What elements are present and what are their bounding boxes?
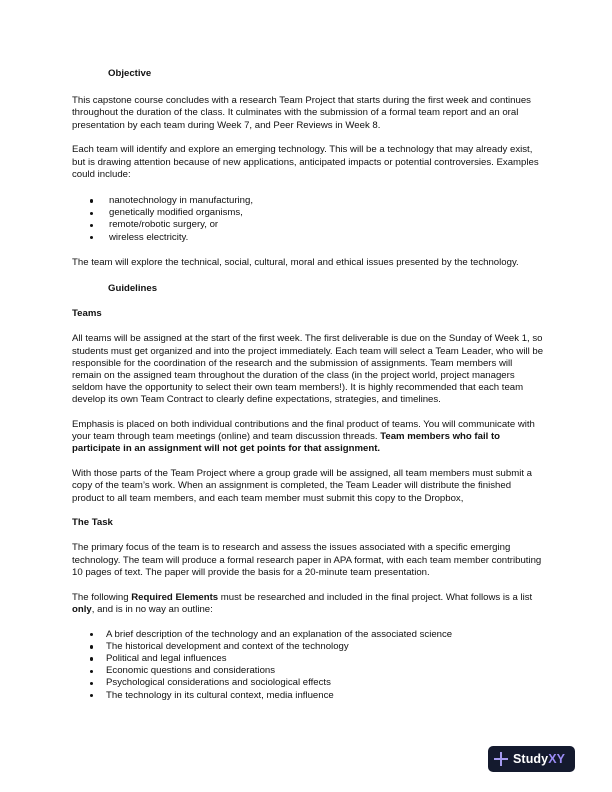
required-elements-bold: Required Elements	[131, 591, 219, 603]
teams-heading: Teams	[72, 308, 102, 320]
guidelines-heading: Guidelines	[108, 282, 158, 294]
technology-paragraph: Each team will identify and explore an emerging technology. This will be a technology that may already exist, but is drawing attention because of new applications, anticipated impacts or potential controversies. Examples could include:	[72, 144, 539, 180]
objective-heading: Objective	[108, 68, 152, 79]
examples-list	[72, 195, 544, 244]
required-text-2: must be researched and included in the final project. What follows is a list	[218, 591, 533, 603]
list-item: The technology in its cultural context, media influence	[87, 690, 544, 702]
required-text-1: The following	[72, 591, 132, 603]
document-page	[72, 68, 544, 702]
studyxy-watermark[interactable]	[488, 746, 575, 772]
list-item: The historical development and context of the technology	[87, 641, 544, 653]
explore-paragraph: The team will explore the technical, social, cultural, moral and ethical issues presented by the technology.	[72, 256, 519, 268]
teams-paragraph: All teams will be assigned at the start of the first week. The first deliverable is due on the Sunday of Week 1, so students must get organized and into the project immediately. Each team will select a Team Leader, who will be responsible for the coordination of the research and the submission of assignments. Team members will remain on the assigned team throughout the duration of the class (in the project world, project managers seldom have the opportunity to select their own team members!). It is highly recommended that each team develop its own Team Contract to clearly define expectations, strategies, and timelines.	[72, 333, 544, 406]
list-item: nanotechnology in manufacturing,	[87, 195, 544, 207]
list-item: remote/robotic surgery, or	[87, 219, 544, 231]
required-text-3: , and is in no way an outline:	[91, 603, 213, 615]
emphasis-paragraph	[72, 419, 544, 456]
required-paragraph	[72, 592, 544, 616]
emphasis-bold: Team members who fail to participate in an assignment will not get points for that assignment.	[72, 431, 501, 455]
objective-paragraph: This capstone course concludes with a research Team Project that starts during the first week and continues throughout the duration of the class. It culminates with the submission of a formal team report and an oral presentation by each team during Week 7, and Peer Reviews in Week 8.	[72, 95, 531, 131]
only-bold: only	[72, 603, 92, 615]
list-item: wireless electricity.	[87, 232, 544, 244]
required-elements-list	[72, 629, 544, 702]
emphasis-text: Emphasis is placed on both individual contributions and the final product of teams. You will communicate with your team through team meetings (online) and team discussion threads.	[72, 419, 535, 443]
list-item: Political and legal influences	[87, 653, 544, 665]
list-item: Psychological considerations and sociological effects	[87, 677, 544, 689]
list-item: A brief description of the technology and an explanation of the associated science	[87, 629, 544, 641]
group-grade-paragraph: With those parts of the Team Project where a group grade will be assigned, all team members must submit a copy of the team’s work. When an assignment is completed, the Team Leader will distribute the finished product to all team members, and each team member must submit this copy to the Dropbox,	[72, 468, 533, 504]
brand-name	[513, 752, 565, 766]
task-paragraph: The primary focus of the team is to research and assess the issues associated with a specific emerging technology. The team will produce a formal research paper in APA format, with each team member contributing 10 pages of text. The paper will provide the basis for a 20-minute team presentation.	[72, 542, 542, 578]
brand-accent: XY	[548, 752, 566, 766]
task-heading: The Task	[72, 517, 113, 529]
list-item: Economic questions and considerations	[87, 665, 544, 677]
list-item: genetically modified organisms,	[87, 207, 544, 219]
brand-main: Study	[513, 752, 549, 766]
plus-icon	[494, 752, 508, 766]
